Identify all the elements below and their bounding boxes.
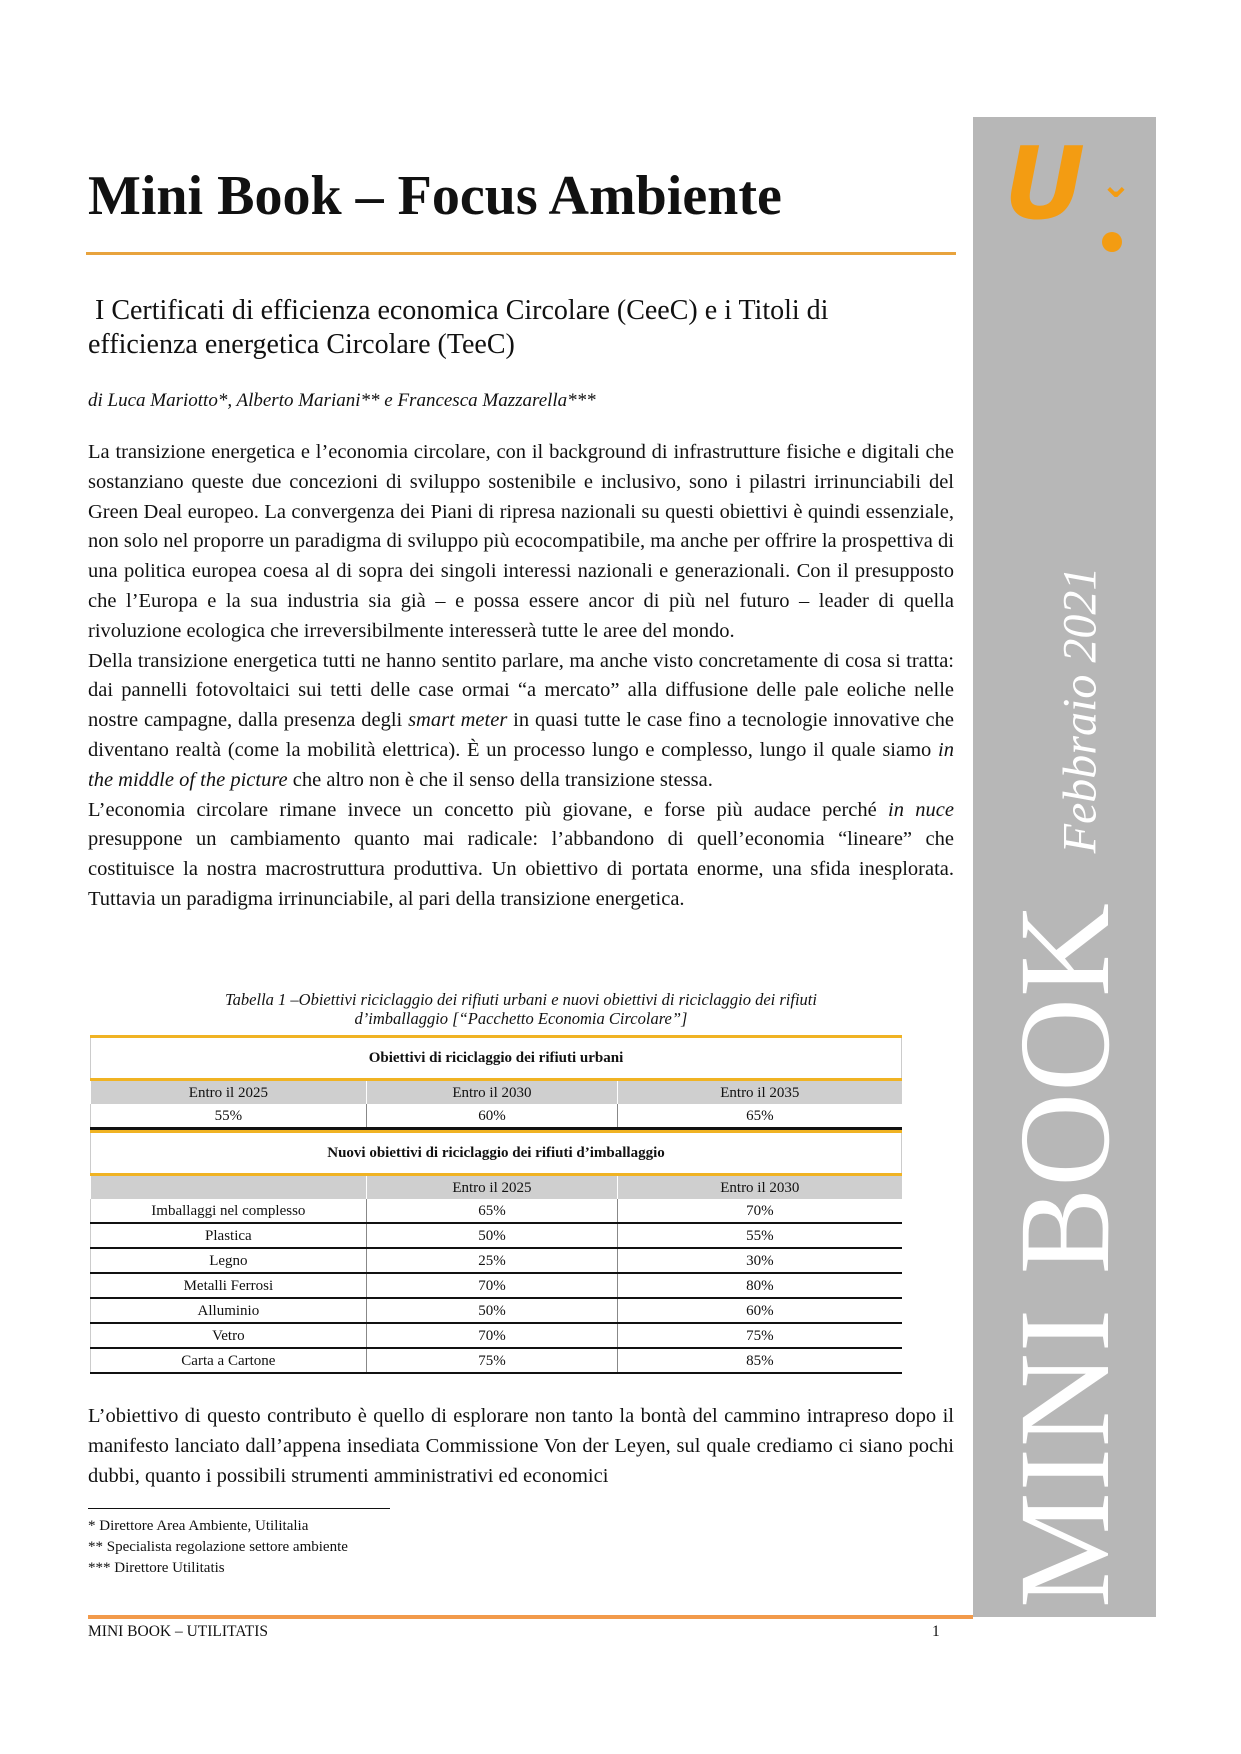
paragraph-2-italic-1: smart meter [408,709,508,732]
value-cell: 85% [618,1348,902,1373]
paragraph-4: L’obiettivo di questo contributo è quello di esplorare non tanto la bontà del cammino intrapreso dopo il manifesto lanciato dall’appena insediata Commissione Von der Leyen, sul quale crediamo ci siano pochi dubbi, quanto i possibili strumenti amministrativi ed economici [88,1405,954,1487]
footnote: * Direttore Area Ambiente, Utilitalia [88,1518,309,1534]
sidebar-date: Febbraio 2021 [1053,566,1107,854]
footnote-divider [88,1508,390,1509]
material-cell: Plastica [91,1223,367,1248]
urban-col-header: Entro il 2030 [366,1080,617,1105]
value-cell: 30% [618,1248,902,1273]
table-caption-line-1: Tabella 1 –Obiettivi riciclaggio dei rifiuti urbani e nuovi obiettivi di riciclaggio dei rifiuti [225,990,817,1009]
urban-value-cell: 65% [618,1104,902,1129]
material-cell: Carta a Cartone [91,1348,367,1373]
subtitle-line-2: efficienza energetica Circolare (TeeC) [88,329,515,360]
urban-value-cell: 60% [366,1104,617,1129]
table-row [91,1298,902,1323]
table-row [91,1248,902,1273]
value-cell: 75% [618,1323,902,1348]
article-subtitle [88,294,958,362]
table-row [91,1199,902,1223]
footnotes [88,1516,348,1579]
urban-recycling-table [90,1035,902,1130]
value-cell: 80% [618,1273,902,1298]
sidebar-label: MINI BOOK [993,902,1137,1608]
page-title: Mini Book – Focus Ambiente [88,165,782,227]
material-cell: Imballaggi nel complesso [91,1199,367,1223]
paragraph-2-text-b: in quasi tutte le case fino a tecnologie innovative che diventano realtà (come la mobilità elettrica). È un processo lungo e complesso, lungo il quale siamo [88,709,954,761]
title-divider [86,252,956,255]
paragraph-2 [88,647,954,796]
value-cell: 50% [366,1223,617,1248]
table-caption [88,990,954,1028]
value-cell: 70% [366,1273,617,1298]
footer-divider [88,1615,973,1619]
material-cell: Legno [91,1248,367,1273]
table-row [91,1323,902,1348]
paragraph-3-text-b: presuppone un cambiamento quanto mai radicale: l’abbandono di quell’economia “lineare” che costituisce la nostra macrostruttura produttiva. Un obiettivo di portata enorme, una sfida inesplorata. Tuttavia un paradigma irrinunciabile, al pari della transizione energetica. [88,828,954,910]
subtitle-line-1: I Certificati di efficienza economica Circolare (CeeC) e i Titoli di [95,295,829,326]
logo-letter: U [1004,125,1086,242]
utilitatis-logo-icon [1004,125,1144,272]
value-cell: 60% [618,1298,902,1323]
table-caption-line-2: d’imballaggio [“Pacchetto Economia Circolare”] [354,1009,688,1028]
paragraph-1: La transizione energetica e l’economia circolare, con il background di infrastrutture fisiche e digitali che sostanziano queste due concezioni di sviluppo sostenibile e inclusivo, sono i pilastri irrinunciabili del Green Deal europeo. La convergenza dei Piani di ripresa nazionali su questi obiettivi è quindi essenziale, non solo nel proporre un paradigma di sviluppo più ecocompatibile, ma anche per offrire la prospettiva di una politica europea coesa al di sopra dei singoli interessi nazionali e generazionali. Con il presupposto che l’Europa e la sua industria sia già – e possa essere ancor di più nel futuro – leader di quella rivoluzione ecologica che irreversibilmente interesserà tutte le aree del mondo. [88,441,954,642]
footer-label: MINI BOOK – UTILITATIS [88,1623,268,1640]
value-cell: 55% [618,1223,902,1248]
packaging-table-heading: Nuovi obiettivi di riciclaggio dei rifiuti d’imballaggio [91,1132,902,1175]
packaging-col-header [91,1175,367,1200]
paragraph-2-italic-2: in the middle of the picture [88,738,954,791]
footnote: ** Specialista regolazione settore ambiente [88,1539,348,1555]
article-body-bottom [88,1402,954,1491]
footnote: *** Direttore Utilitatis [88,1560,225,1576]
value-cell: 70% [618,1199,902,1223]
value-cell: 70% [366,1323,617,1348]
packaging-recycling-table [90,1130,902,1374]
page-number: 1 [932,1623,940,1640]
urban-col-header: Entro il 2025 [91,1080,367,1105]
paragraph-2-text-a: Della transizione energetica tutti ne hanno sentito parlare, ma anche visto concretamente di cosa si tratta: dai pannelli fotovoltaici sui tetti delle case ormai “a mercato” alla diffusione delle pale eoliche nelle nostre campagne, dalla presenza degli [88,649,954,732]
value-cell: 75% [366,1348,617,1373]
paragraph-2-text-c: che altro non è che il senso della transizione stessa. [287,768,713,791]
table-row [91,1223,902,1248]
value-cell: 25% [366,1248,617,1273]
paragraph-3 [88,796,954,915]
packaging-col-header: Entro il 2030 [618,1175,902,1200]
material-cell: Vetro [91,1323,367,1348]
packaging-col-header: Entro il 2025 [366,1175,617,1200]
table-row [91,1348,902,1373]
material-cell: Alluminio [91,1298,367,1323]
logo-chevron-icon: ⌄ [1100,162,1132,206]
article-body-top [88,438,954,915]
value-cell: 50% [366,1298,617,1323]
logo-dot-icon [1102,232,1122,252]
urban-value-cell: 55% [91,1104,367,1129]
article-authors: di Luca Mariotto*, Alberto Mariani** e Francesca Mazzarella*** [88,390,596,411]
material-cell: Metalli Ferrosi [91,1273,367,1298]
table-row [91,1273,902,1298]
urban-col-header: Entro il 2035 [618,1080,902,1105]
urban-table-heading: Obiettivi di riciclaggio dei rifiuti urbani [91,1037,902,1080]
paragraph-3-text-a: L’economia circolare rimane invece un concetto più giovane, e forse più audace perché [88,798,889,821]
value-cell: 65% [366,1199,617,1223]
paragraph-3-italic: in nuce [888,798,954,821]
